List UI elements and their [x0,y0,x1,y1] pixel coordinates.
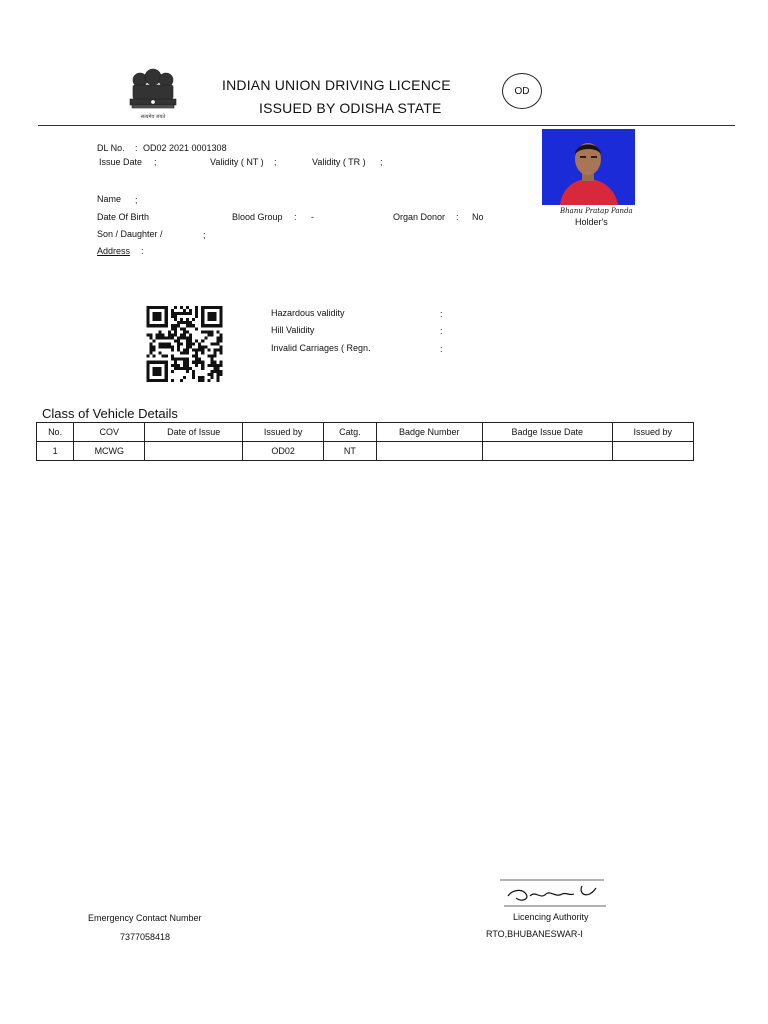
invalid-carriages-label: Invalid Carriages ( Regn. [271,343,371,353]
address-separator: : [141,246,144,256]
validity-tr-separator: ; [380,157,383,167]
cov-section-title: Class of Vehicle Details [42,406,178,421]
invalid-carriages-separator: : [440,344,443,354]
hill-validity-separator: : [440,326,443,336]
issue-date-label: Issue Date [99,157,143,167]
qr-code-icon [143,306,226,382]
organ-donor-separator: : [456,212,459,222]
national-emblem-icon [120,66,186,122]
validity-nt-separator: ; [274,157,277,167]
cell-no: 1 [37,442,74,461]
cell-badge-issue-date [482,442,612,461]
hill-validity-label: Hill Validity [271,325,315,335]
header-divider [38,125,735,126]
col-header-badge-issued-by: Issued by [612,423,693,442]
dl-no-label: DL No. [97,143,125,153]
licencing-authority-label: Licencing Authority [513,912,589,922]
holder-photo [542,129,635,205]
hazardous-validity-label: Hazardous validity [271,308,345,318]
col-header-badge-number: Badge Number [376,423,482,442]
validity-nt-label: Validity ( NT ) [210,157,264,167]
organ-donor-label: Organ Donor [393,212,446,222]
hazardous-validity-separator: : [440,309,443,319]
cell-catg: NT [324,442,376,461]
holder-signature: Bhanu Pratap Panda [560,207,633,215]
holder-photo-image [542,129,635,205]
cell-badge-issued-by [612,442,693,461]
name-separator: ; [135,195,138,205]
name-label: Name [97,194,122,204]
address-label: Address [97,246,131,256]
dob-label: Date Of Birth [97,212,150,222]
authority-signature [500,876,606,908]
table-row [37,442,694,461]
col-header-no: No. [37,423,74,442]
blood-group-label: Blood Group [232,212,283,222]
issuing-state: ISSUED BY ODISHA STATE [259,100,442,116]
validity-tr-label: Validity ( TR ) [312,157,366,167]
cell-issued-by: OD02 [242,442,323,461]
col-header-cov: COV [74,423,145,442]
cell-date-of-issue [145,442,242,461]
state-code-badge [502,73,542,109]
licencing-authority-office: RTO,BHUBANESWAR-I [486,929,583,939]
col-header-badge-issue-date: Badge Issue Date [482,423,612,442]
svg-text:सत्यमेव जयते: सत्यमेव जयते [140,114,166,120]
col-header-issued-by: Issued by [242,423,323,442]
emergency-contact-label: Emergency Contact Number [88,913,202,923]
cov-table [36,422,694,461]
relation-label: Son / Daughter / [97,229,163,239]
blood-group-separator: : [294,212,297,222]
state-code-text: OD [514,85,530,97]
licence-title: INDIAN UNION DRIVING LICENCE [222,77,451,93]
emergency-contact-number: 7377058418 [120,932,171,942]
cell-cov: MCWG [74,442,145,461]
col-header-date-of-issue: Date of Issue [145,423,242,442]
dl-no-value: OD02 2021 0001308 [143,143,227,153]
col-header-catg: Catg. [324,423,376,442]
organ-donor-value: No [472,212,484,222]
blood-group-value: - [311,212,314,222]
holder-caption: Holder's [575,217,608,227]
cell-badge-number [376,442,482,461]
dl-no-separator: : [135,143,138,153]
relation-separator: ; [203,230,206,240]
cov-table-header-row [37,423,694,442]
issue-date-separator: ; [154,157,157,167]
